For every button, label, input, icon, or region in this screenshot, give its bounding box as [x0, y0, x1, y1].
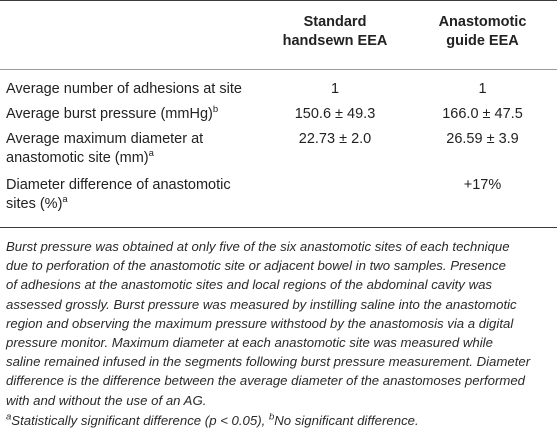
- note-line: due to perforation of the anastomotic site or adjacent bowel in two samples. Presence: [6, 258, 506, 274]
- table-cell-guide: 1: [478, 81, 487, 97]
- column-header-standard-line2: handsewn EEA: [282, 33, 388, 49]
- footnote-marker: b: [268, 411, 275, 423]
- note-line: saline remained infused in the segments following burst pressure measurement. Diameter: [6, 354, 531, 370]
- footnote-marker: a: [148, 148, 154, 160]
- row-label: Average maximum diameter at anastomotic site (mm)$^a$: [6, 131, 204, 166]
- column-header-guide: [408, 13, 557, 51]
- top-rule: [0, 0, 557, 1]
- column-header-guide-line1: Anastomotic: [438, 14, 527, 30]
- note-line: difference is the difference between the average diameter of the anastomoses performed: [6, 373, 526, 389]
- header-rule: [0, 69, 557, 70]
- row-label: Diameter difference of anastomotic sites (%)$^a$: [6, 177, 231, 212]
- column-header-standard: [262, 13, 408, 51]
- note-line: Burst pressure was obtained at only five of the six anastomotic sites of each technique: [6, 239, 510, 254]
- footnote-a-text: Statistically significant difference (p < 0.05),: [11, 413, 269, 428]
- table-cell-standard: 150.6 ± 49.3: [294, 106, 376, 122]
- table-cell-standard: 1: [330, 81, 340, 97]
- footnote-marker: b: [212, 104, 219, 116]
- note-line: with and without the use of an AG.: [6, 392, 207, 408]
- note-line: region and observing the maximum pressure withstood by the anastomosis via a digital: [6, 315, 514, 331]
- note-line: pressure monitor. Maximum diameter at each anastomotic site was measured while: [6, 335, 493, 351]
- table-cell-guide: 26.59 ± 3.9: [446, 131, 519, 147]
- table-note: [6, 237, 553, 410]
- table-cell-guide: +17%: [463, 177, 502, 193]
- table-cell-guide: 166.0 ± 47.5: [442, 106, 523, 122]
- footnote-marker: a: [62, 194, 68, 206]
- footnote-marker: a: [6, 411, 12, 423]
- footnote-b-text: No significant difference.: [274, 413, 419, 428]
- bottom-rule: [0, 227, 557, 228]
- column-header-standard-line1: Standard: [303, 14, 367, 30]
- note-line: assessed grossly. Burst pressure was measured by instilling saline into the anastomotic: [6, 296, 517, 312]
- table-footnote: [6, 411, 419, 430]
- column-header-guide-line2: guide EEA: [446, 33, 519, 49]
- row-label: Average number of adhesions at site: [6, 81, 242, 97]
- note-line: of adhesions at the anastomotic sites and local regions of the abdominal cavity was: [6, 277, 493, 293]
- row-label: Average burst pressure (mmHg)$^b$: [6, 104, 219, 122]
- table-cell-standard: 22.73 ± 2.0: [298, 131, 372, 147]
